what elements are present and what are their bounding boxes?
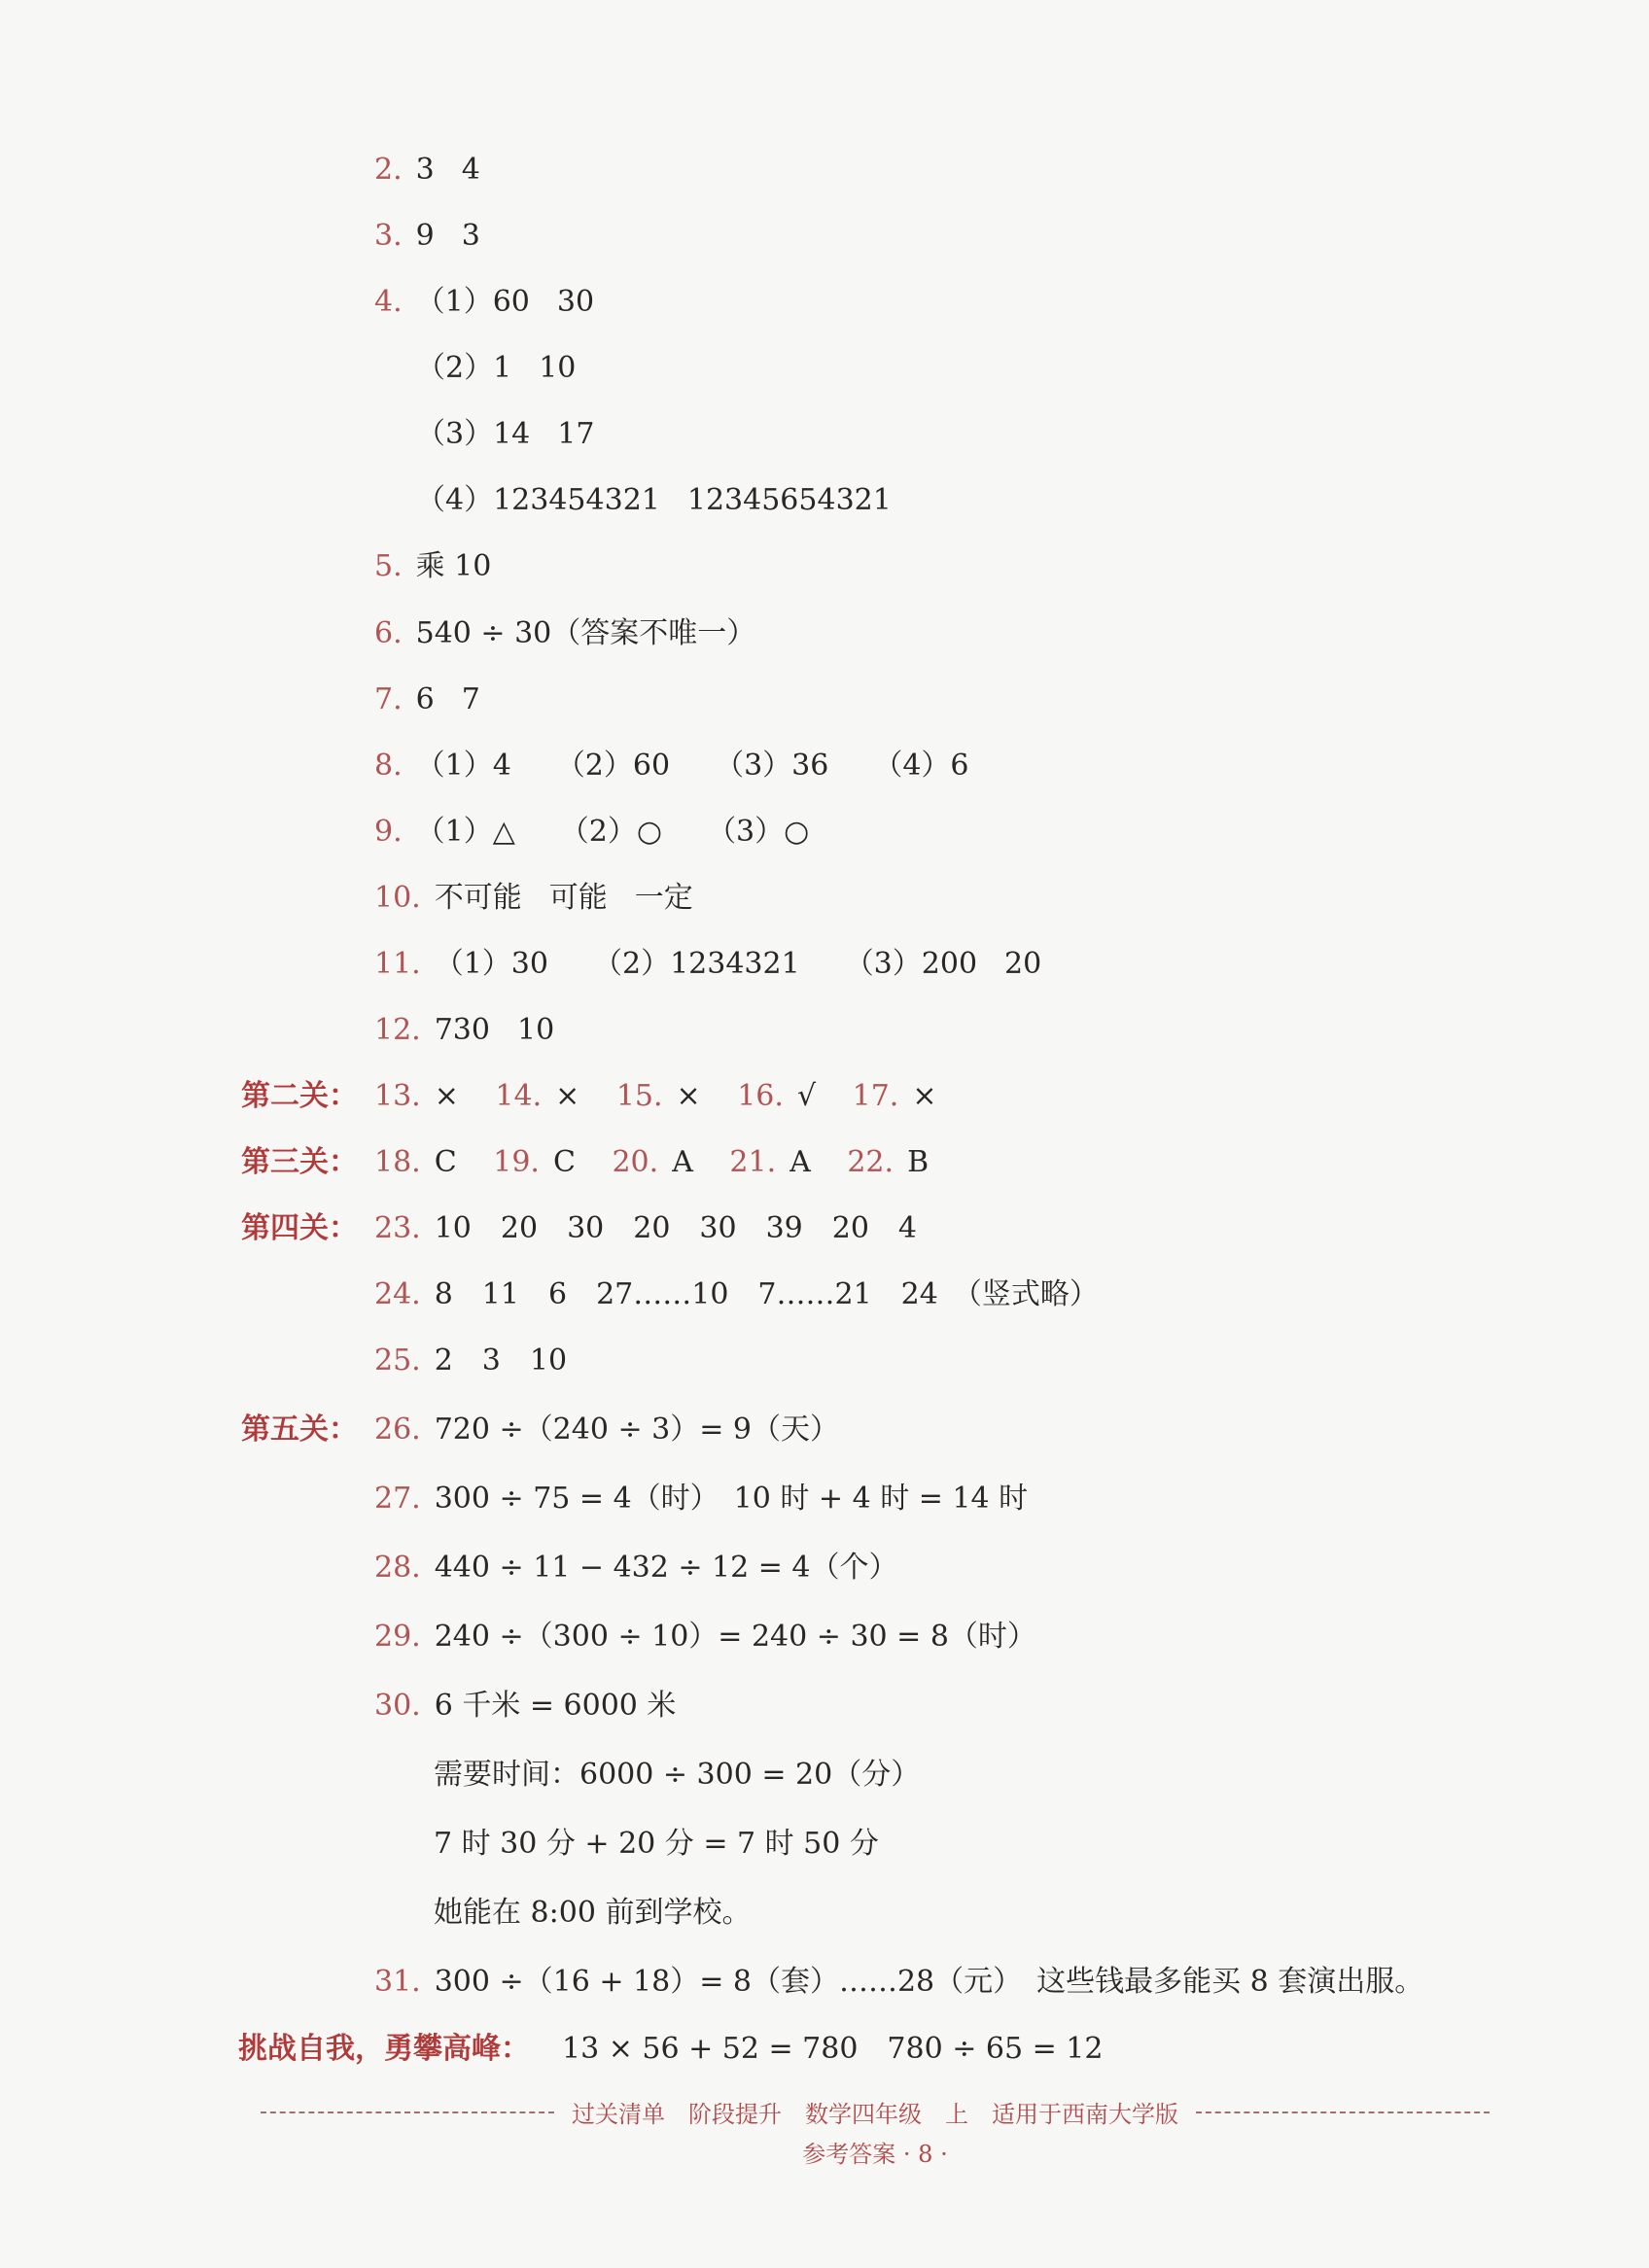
section-5-label: 第五关： [241, 1413, 358, 1447]
section-2-label: 第二关： [241, 1079, 358, 1113]
item-30-line-3: 7 时 30 分 + 20 分 = 7 时 50 分 [434, 1827, 879, 1861]
item-28: 28. 440 ÷ 11 − 432 ÷ 12 = 4（个） [374, 1551, 898, 1585]
item-27: 27. 300 ÷ 75 = 4（时） 10 时 + 4 时 = 14 时 [374, 1482, 1029, 1516]
challenge-answer: 13 × 56 + 52 = 780 780 ÷ 65 = 12 [562, 2032, 1104, 2066]
item-7: 7. 6 7 [374, 682, 480, 716]
item-30-line-2: 需要时间：6000 ÷ 300 = 20（分） [434, 1758, 921, 1792]
item-5: 5. 乘 10 [374, 549, 492, 583]
item-23: 23. 10 20 30 20 30 39 20 4 [374, 1211, 918, 1245]
item-4: 4. （1）60 30 [374, 285, 595, 319]
item-11: 11. （1）30 （2）1234321 （3）200 20 [374, 947, 1042, 981]
section-2-answers: 13. × 14. × 15. × 16. √ 17. × [374, 1079, 937, 1113]
item-3: 3. 9 3 [374, 219, 480, 253]
footer-title-line [243, 2095, 1507, 2129]
page-footer [243, 2095, 1507, 2169]
item-26: 26. 720 ÷（240 ÷ 3）= 9（天） [374, 1413, 839, 1447]
item-12: 12. 730 10 [374, 1013, 555, 1047]
item-30: 30. 6 千米 = 6000 米 [374, 1689, 677, 1723]
item-4-3: （3）14 17 [416, 417, 595, 451]
footer-title: 过关清单 阶段提升 数学四年级 上 适用于西南大学版 [572, 2101, 1178, 2128]
section-3-answers: 18. C 19. C 20. A 21. A 22. B [374, 1145, 930, 1179]
item-8: 8. （1）4 （2）60 （3）36 （4）6 [374, 749, 969, 783]
item-6: 6. 540 ÷ 30（答案不唯一） [374, 616, 756, 650]
footer-page-number: 参考答案 · 8 · [802, 2141, 948, 2168]
footer-divider-right [1196, 2111, 1490, 2113]
section-3-label: 第三关： [241, 1145, 358, 1179]
challenge-label: 挑战自我，勇攀高峰： [238, 2032, 530, 2066]
item-4-4: （4）123454321 12345654321 [416, 483, 892, 517]
section-4-label: 第四关： [241, 1211, 358, 1245]
item-31: 31. 300 ÷（16 + 18）= 8（套）……28（元） 这些钱最多能买 8 套演出服。 [374, 1965, 1424, 1999]
item-4-2: （2）1 10 [416, 351, 577, 385]
item-30-line-4: 她能在 8:00 前到学校。 [434, 1896, 752, 1930]
item-10: 10. 不可能 可能 一定 [374, 881, 693, 915]
item-9: 9. （1）△ （2）○ （3）○ [374, 815, 810, 849]
item-2: 2. 3 4 [374, 153, 480, 187]
item-24: 24. 8 11 6 27……10 7……21 24 （竖式略） [374, 1277, 1099, 1311]
item-29: 29. 240 ÷（300 ÷ 10）= 240 ÷ 30 = 8（时） [374, 1620, 1036, 1654]
item-25: 25. 2 3 10 [374, 1343, 568, 1378]
footer-divider-left [261, 2111, 554, 2113]
